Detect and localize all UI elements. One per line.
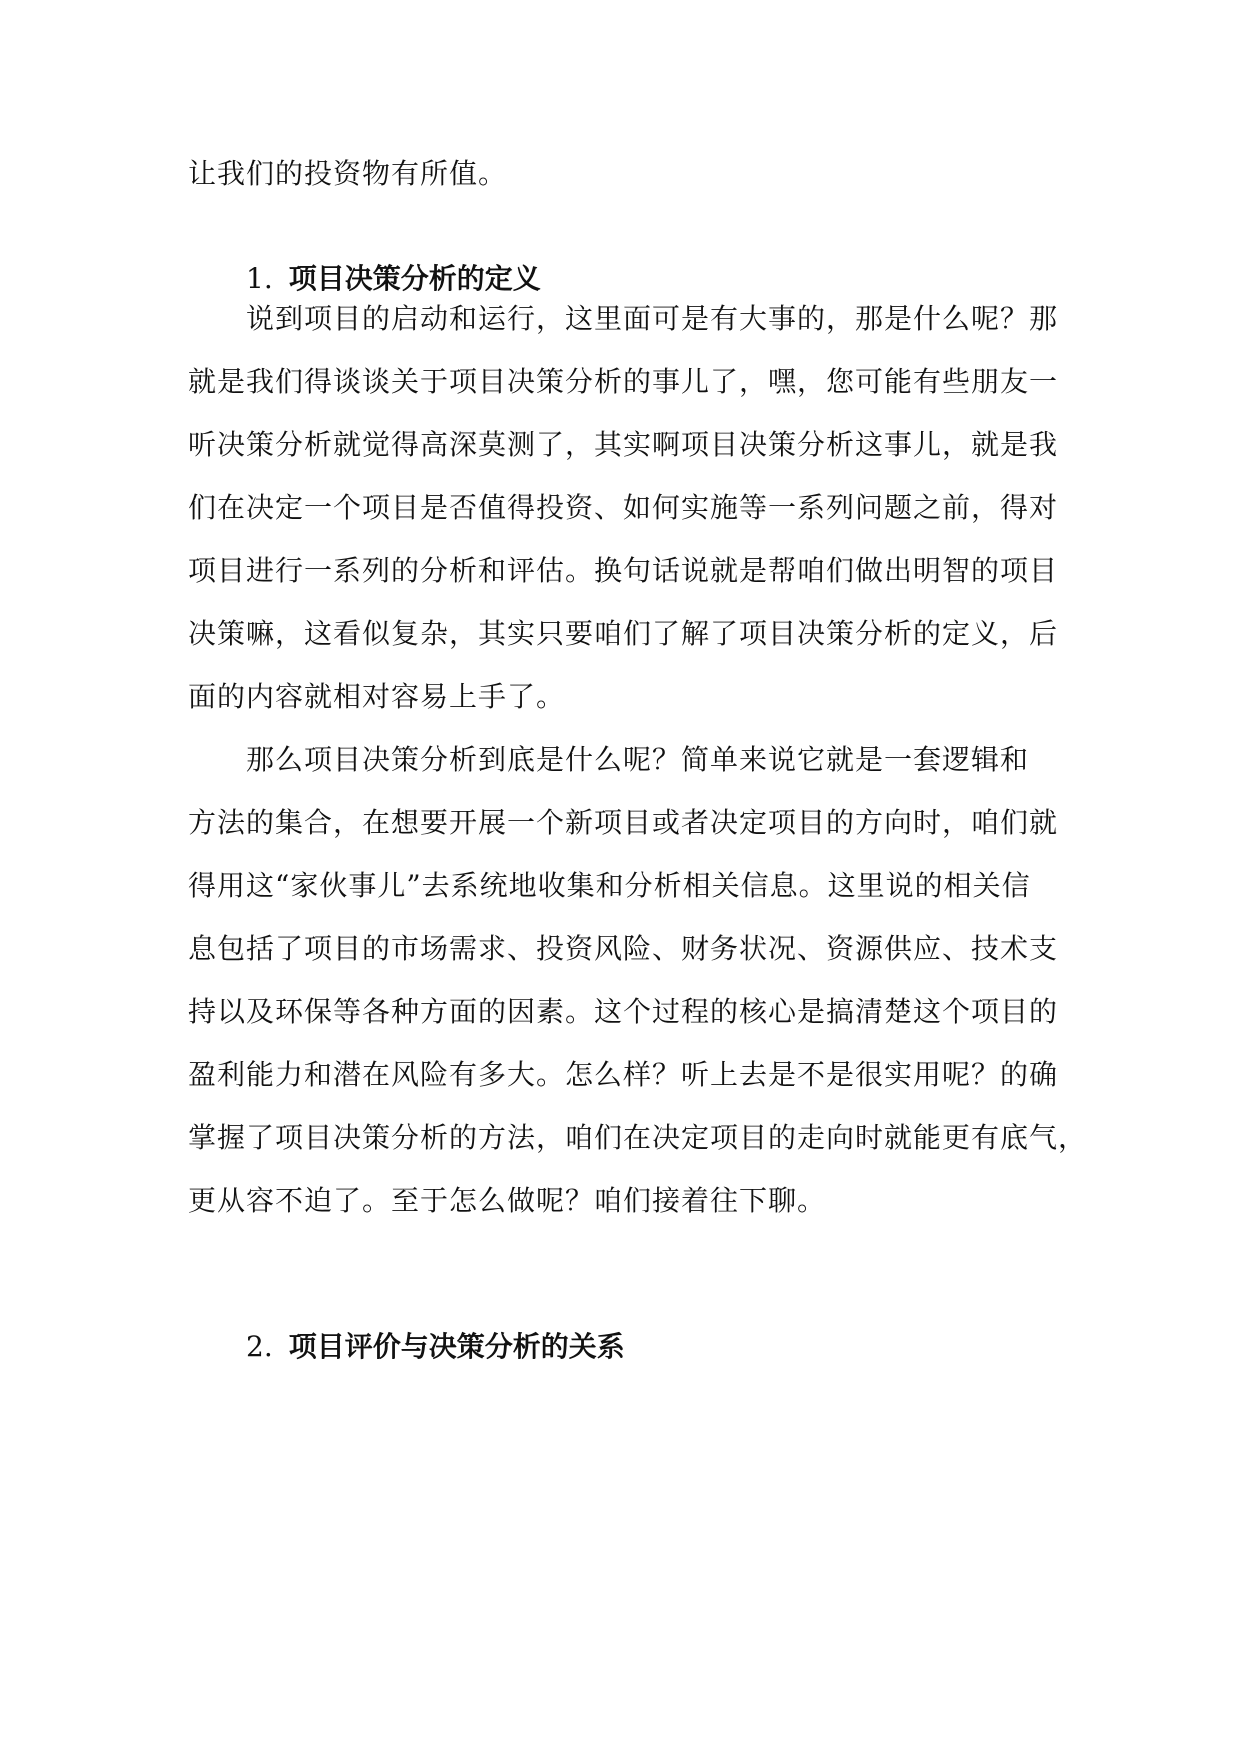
section-title: 项目决策分析的定义	[288, 262, 541, 295]
body-text-line: 盈利能力和潜在风险有多大。怎么样？听上去是不是很实用呢？的确	[188, 1058, 1059, 1091]
body-text-line: 掌握了项目决策分析的方法，咱们在决定项目的走向时就能更有底气，	[188, 1121, 1088, 1154]
body-text-line: 让我们的投资物有所值。	[188, 157, 508, 190]
body-text-line: 就是我们得谈谈关于项目决策分析的事儿了，嘿，您可能有些朋友一	[188, 365, 1059, 398]
section-heading-1	[246, 259, 541, 299]
body-text-line: 项目进行一系列的分析和评估。换句话说就是帮咱们做出明智的项目	[188, 554, 1059, 587]
section-number: 1.	[246, 262, 273, 295]
body-text-line: 们在决定一个项目是否值得投资、如何实施等一系列问题之前，得对	[188, 491, 1059, 524]
body-text-line: 听决策分析就觉得高深莫测了，其实啊项目决策分析这事儿，就是我	[188, 428, 1059, 461]
section-number: 2.	[246, 1330, 273, 1363]
body-text-line: 决策嘛，这看似复杂，其实只要咱们了解了项目决策分析的定义，后	[188, 617, 1059, 650]
body-text-line: 说到项目的启动和运行，这里面可是有大事的，那是什么呢？那	[246, 302, 1059, 335]
body-text-line: 息包括了项目的市场需求、投资风险、财务状况、资源供应、技术支	[188, 932, 1059, 965]
section-title: 项目评价与决策分析的关系	[288, 1330, 625, 1363]
body-text-line: 持以及环保等各种方面的因素。这个过程的核心是搞清楚这个项目的	[188, 995, 1059, 1028]
body-text-line: 面的内容就相对容易上手了。	[188, 680, 566, 713]
section-heading-2	[246, 1327, 625, 1367]
body-text-line: 得用这“家伙事儿”去系统地收集和分析相关信息。这里说的相关信	[188, 869, 1031, 902]
body-text-line: 那么项目决策分析到底是什么呢？简单来说它就是一套逻辑和	[246, 743, 1030, 776]
body-text-line: 更从容不迫了。至于怎么做呢？咱们接着往下聊。	[188, 1184, 827, 1217]
body-text-line: 方法的集合，在想要开展一个新项目或者决定项目的方向时，咱们就	[188, 806, 1059, 839]
